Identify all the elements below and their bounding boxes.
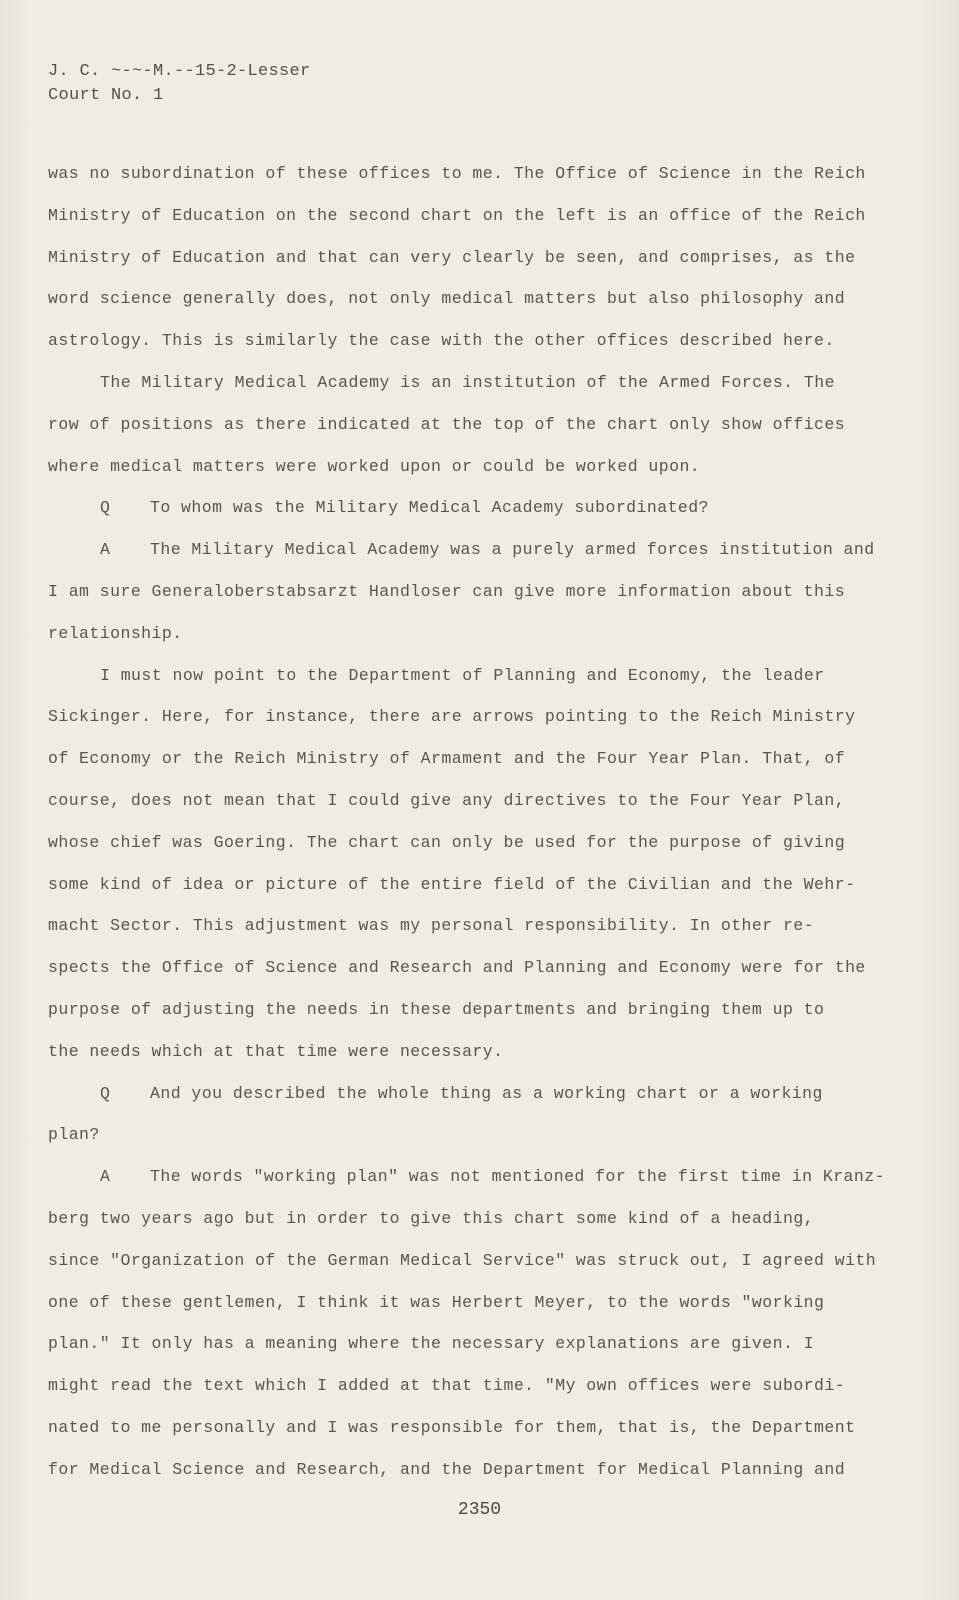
text-line: nated to me personally and I was responsible for them, that is, the Department <box>48 1417 856 1437</box>
text-line: since "Organization of the German Medical Service" was struck out, I agreed with <box>48 1250 877 1270</box>
text-line: for Medical Science and Research, and the Department for Medical Planning and <box>48 1459 846 1479</box>
header-case-line: J. C. ~-~-M.--15-2-Lesser <box>48 62 311 81</box>
text-line: The Military Medical Academy is an institution of the Armed Forces. The <box>100 372 835 392</box>
text-line: plan." It only has a meaning where the necessary explanations are given. I <box>48 1334 815 1354</box>
text-line: was no subordination of these offices to me. The Office of Science in the Reich <box>48 164 866 183</box>
question-text: To whom was the Military Medical Academy subordinated? <box>150 498 709 518</box>
question-line <box>48 1082 928 1124</box>
text-line: plan? <box>48 1125 100 1145</box>
text-line: of Economy or the Reich Ministry of Armament and the Four Year Plan. That, of <box>48 749 846 769</box>
text-line: macht Sector. This adjustment was my personal responsibility. In other re- <box>48 916 815 936</box>
answer-marker: A <box>100 1167 111 1187</box>
text-line: row of positions as there indicated at the top of the chart only show offices <box>48 414 846 434</box>
text-line: Ministry of Education and that can very clearly be seen, and comprises, as the <box>48 247 856 267</box>
text-line: word science generally does, not only medical matters but also philosophy and <box>48 289 846 309</box>
text-line: some kind of idea or picture of the entire field of the Civilian and the Wehr- <box>48 874 856 894</box>
document-header <box>48 60 311 108</box>
text-line: relationship. <box>48 623 183 643</box>
text-line: astrology. This is similarly the case with the other offices described here. <box>48 331 835 351</box>
text-line: I am sure Generaloberstabsarzt Handloser can give more information about this <box>48 581 846 601</box>
answer-marker: A <box>100 540 111 560</box>
answer-line <box>48 1165 928 1207</box>
text-line: berg two years ago but in order to give this chart some kind of a heading, <box>48 1208 815 1228</box>
answer-text: The words "working plan" was not mentioned for the first time in Kranz- <box>150 1167 885 1187</box>
text-line: course, does not mean that I could give any directives to the Four Year Plan, <box>48 790 846 810</box>
question-line <box>48 496 928 538</box>
text-line: Sickinger. Here, for instance, there are arrows pointing to the Reich Ministry <box>48 707 856 727</box>
text-line: might read the text which I added at that time. "My own offices were subordi- <box>48 1376 846 1396</box>
transcript-body <box>48 162 928 1500</box>
text-line: spects the Office of Science and Research and Planning and Economy were for the <box>48 958 866 978</box>
answer-text: The Military Medical Academy was a purely armed forces institution and <box>150 540 875 560</box>
question-marker: Q <box>100 1083 111 1103</box>
text-line: where medical matters were worked upon or could be worked upon. <box>48 456 701 476</box>
text-line: one of these gentlemen, I think it was Herbert Meyer, to the words "working <box>48 1292 825 1312</box>
text-line: whose chief was Goering. The chart can only be used for the purpose of giving <box>48 832 846 852</box>
header-court-line: Court No. 1 <box>48 86 164 105</box>
question-marker: Q <box>100 498 111 518</box>
text-line: Ministry of Education on the second chart on the left is an office of the Reich <box>48 205 866 225</box>
question-text: And you described the whole thing as a working chart or a working <box>150 1083 823 1103</box>
text-line: I must now point to the Department of Planning and Economy, the leader <box>100 665 825 685</box>
answer-line <box>48 538 928 580</box>
text-line: purpose of adjusting the needs in these departments and bringing them up to <box>48 999 825 1019</box>
text-line: the needs which at that time were necessary. <box>48 1041 504 1061</box>
page-number: 2350 <box>457 1500 502 1520</box>
